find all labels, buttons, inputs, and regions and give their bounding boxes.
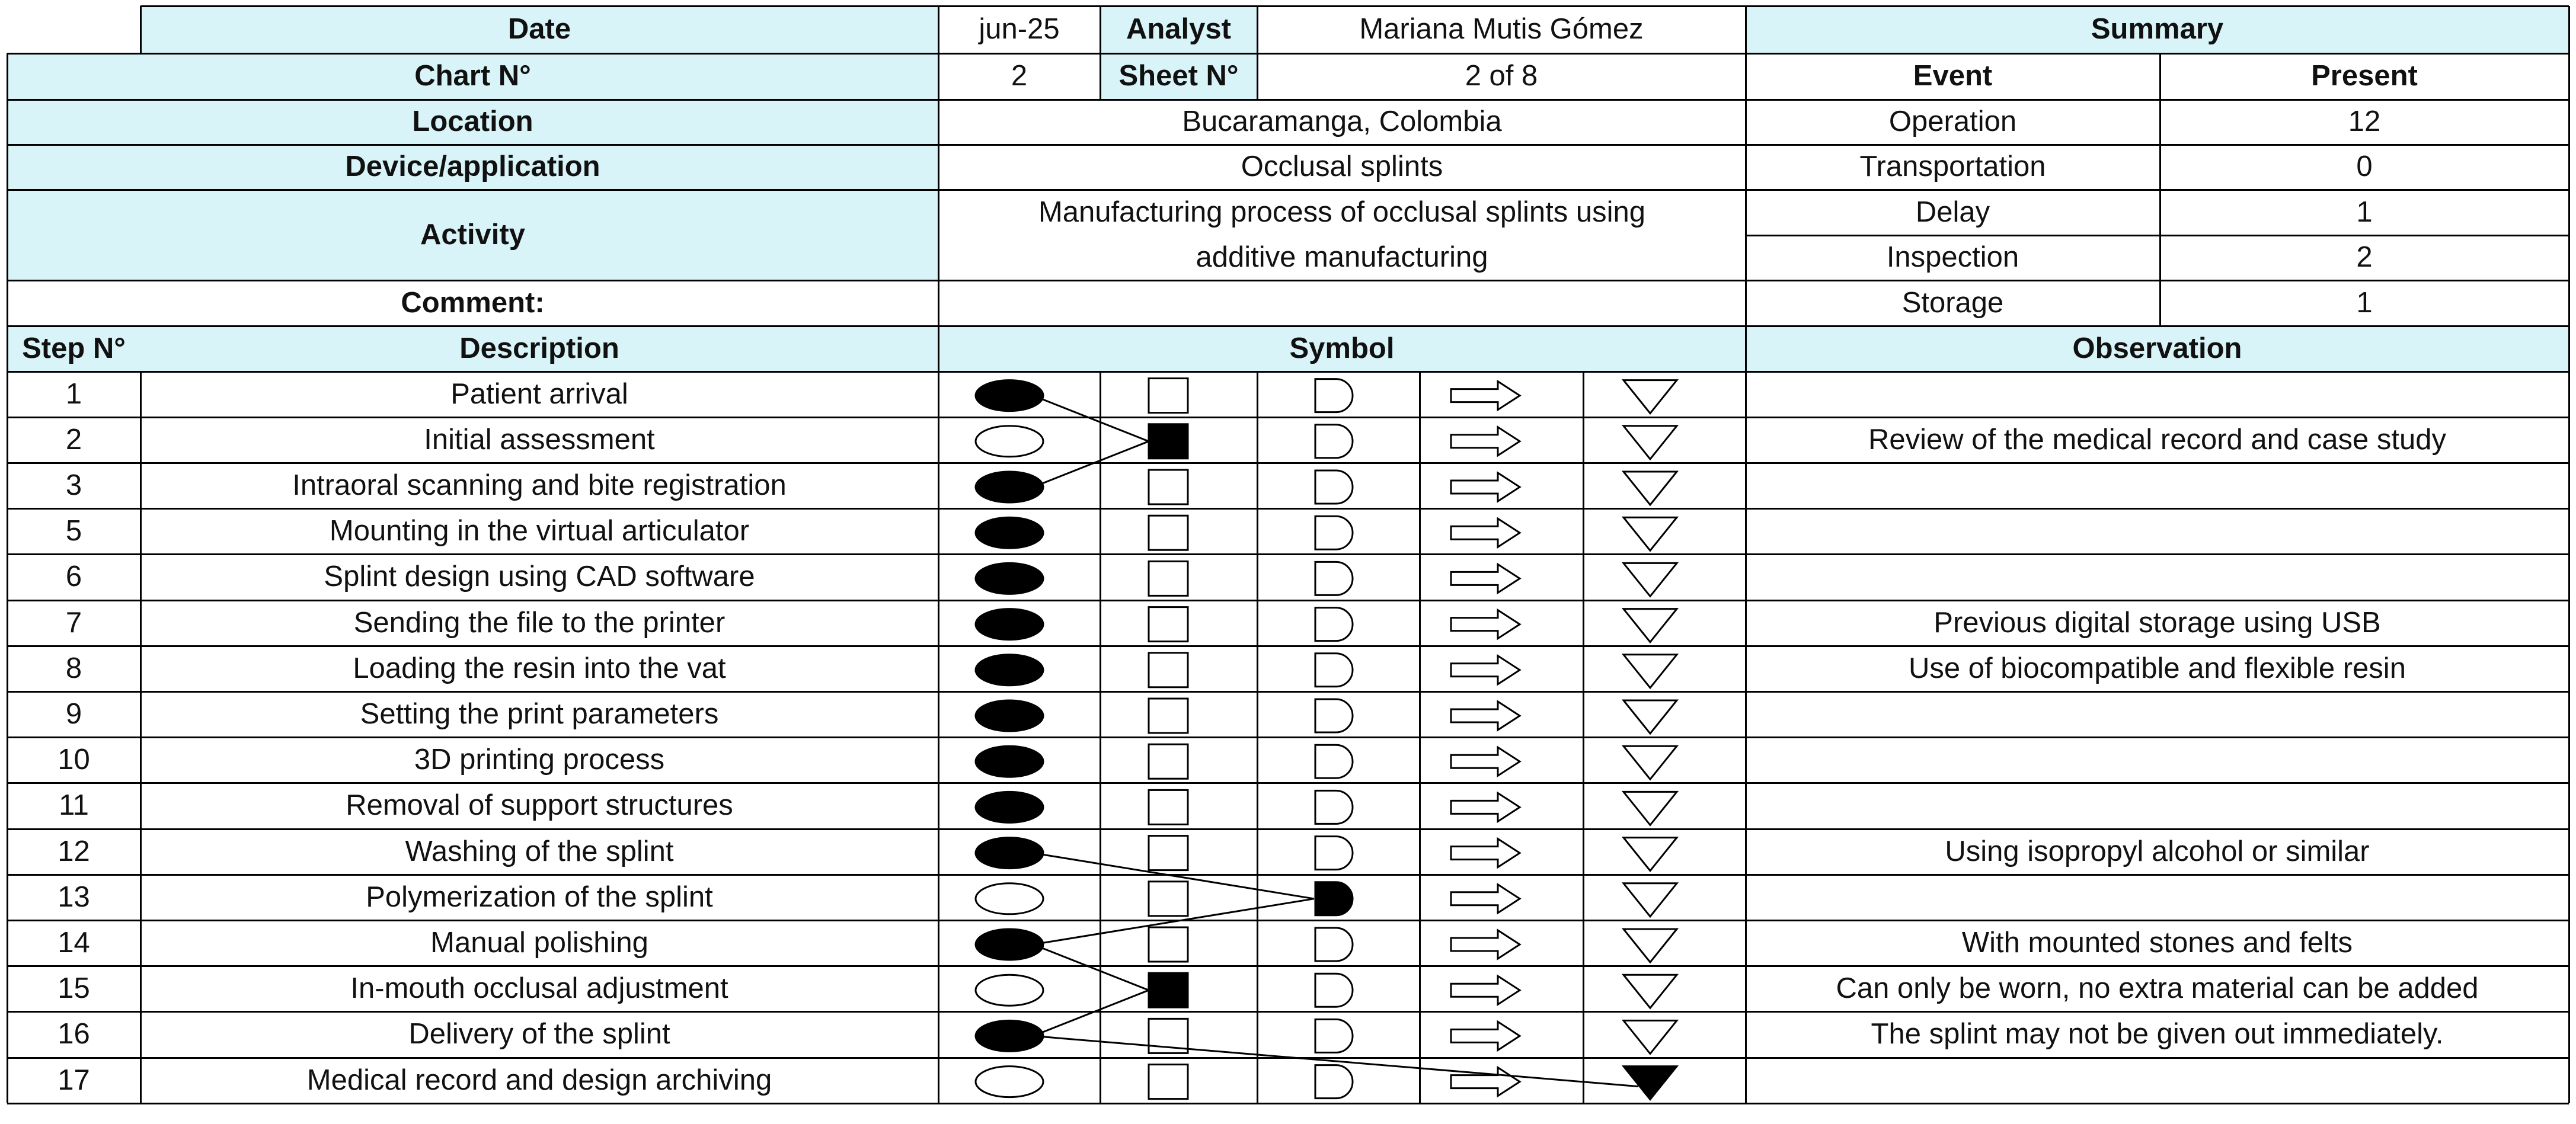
inspection-symbol-icon (1149, 882, 1188, 916)
operation-symbol-icon (976, 700, 1043, 731)
step-observation: With mounted stones and felts (1961, 927, 2353, 959)
operation-symbol-icon (976, 1020, 1043, 1051)
step-header: Step N° (7, 326, 140, 372)
step-description: Washing of the splint (405, 835, 674, 867)
operation-symbol-icon (976, 792, 1043, 822)
analyst-value: Mariana Mutis Gómez (1359, 13, 1644, 46)
storage-symbol-icon (1623, 1020, 1677, 1053)
activity-label: Activity (7, 190, 938, 280)
date-label: Date (140, 6, 938, 53)
summary-event: Storage (1901, 286, 2004, 319)
summary-present: 2 (2356, 241, 2373, 274)
step-number: 5 (65, 515, 82, 547)
step-observation: The splint may not be given out immediately. (1871, 1018, 2444, 1051)
date-value: jun-25 (979, 13, 1060, 46)
sheet-label: Sheet N° (1100, 53, 1257, 100)
storage-symbol-icon (1623, 746, 1677, 779)
operation-symbol-icon (976, 563, 1043, 594)
step-number: 9 (65, 698, 82, 731)
device-label: Device/application (7, 145, 938, 190)
flow-connector-line (1033, 441, 1149, 487)
storage-symbol-icon (1623, 426, 1677, 459)
transportation-symbol-icon (1451, 885, 1520, 913)
step-description: Initial assessment (424, 423, 655, 456)
step-description: Manual polishing (430, 927, 648, 959)
transportation-symbol-icon (1451, 656, 1520, 684)
step-observation: Review of the medical record and case study (1868, 423, 2447, 456)
storage-symbol-icon (1623, 929, 1677, 962)
chart-value: 2 (1011, 60, 1028, 92)
summary-present: 0 (2356, 150, 2373, 183)
step-number: 11 (59, 789, 89, 822)
storage-symbol-icon (1623, 1067, 1677, 1100)
inspection-symbol-icon (1149, 836, 1188, 870)
operation-symbol-icon (976, 746, 1043, 777)
summary-present: 1 (2356, 196, 2373, 228)
summary-event: Operation (1888, 105, 2017, 138)
flow-connector-line (1033, 990, 1149, 1036)
delay-symbol-icon (1315, 608, 1353, 641)
step-description: Intraoral scanning and bite registration (292, 469, 787, 502)
transportation-symbol-icon (1451, 930, 1520, 959)
summary-present: 12 (2348, 105, 2381, 138)
analyst-label: Analyst (1100, 6, 1257, 53)
inspection-symbol-icon (1149, 653, 1188, 687)
step-description: Splint design using CAD software (324, 561, 755, 593)
sheet-value: 2 of 8 (1465, 60, 1538, 92)
summary-title: Summary (1746, 6, 2569, 53)
step-observation: Use of biocompatible and flexible resin (1909, 652, 2406, 684)
step-number: 8 (65, 652, 82, 684)
step-number: 17 (57, 1064, 90, 1096)
step-number: 1 (65, 377, 82, 410)
delay-symbol-icon (1315, 562, 1353, 595)
operation-symbol-icon (976, 929, 1043, 960)
step-number: 3 (65, 469, 82, 502)
step-number: 12 (57, 835, 90, 867)
delay-symbol-icon (1315, 516, 1353, 549)
transportation-symbol-icon (1451, 382, 1520, 410)
delay-symbol-icon (1315, 745, 1353, 778)
operation-symbol-icon (976, 380, 1043, 411)
summary-event: Inspection (1886, 241, 2019, 274)
step-number: 10 (57, 744, 90, 776)
delay-symbol-icon (1315, 974, 1353, 1007)
operation-symbol-icon (976, 1067, 1043, 1097)
activity-value-line-2: additive manufacturing (1196, 241, 1488, 273)
step-description: Setting the print parameters (360, 698, 719, 731)
delay-symbol-icon (1315, 837, 1353, 870)
step-description: Patient arrival (450, 377, 628, 410)
operation-symbol-icon (976, 655, 1043, 686)
step-observation: Previous digital storage using USB (1933, 606, 2381, 639)
transportation-symbol-icon (1451, 702, 1520, 730)
storage-symbol-icon (1623, 838, 1677, 871)
step-description: Medical record and design archiving (306, 1064, 772, 1096)
inspection-symbol-icon (1149, 607, 1188, 642)
step-description: Polymerization of the splint (366, 880, 713, 913)
step-description: In-mouth occlusal adjustment (350, 972, 728, 1005)
location-value: Bucaramanga, Colombia (1182, 105, 1502, 138)
step-number: 16 (57, 1018, 90, 1051)
transportation-symbol-icon (1451, 427, 1520, 456)
chart-label: Chart N° (7, 53, 938, 100)
step-observation: Using isopropyl alcohol or similar (1945, 835, 2370, 867)
storage-symbol-icon (1623, 380, 1677, 414)
transportation-symbol-icon (1451, 473, 1520, 501)
operation-symbol-icon (976, 609, 1043, 640)
delay-symbol-icon (1315, 379, 1353, 412)
inspection-symbol-icon (1149, 424, 1188, 459)
step-number: 14 (57, 927, 90, 959)
inspection-symbol-icon (1149, 973, 1188, 1007)
location-label: Location (7, 100, 938, 145)
delay-symbol-icon (1315, 425, 1353, 458)
inspection-symbol-icon (1149, 379, 1188, 413)
operation-symbol-icon (976, 426, 1043, 457)
storage-symbol-icon (1623, 563, 1677, 596)
transportation-symbol-icon (1451, 1021, 1520, 1050)
transportation-symbol-icon (1451, 839, 1520, 867)
step-description: 3D printing process (414, 744, 665, 776)
step-description: Removal of support structures (346, 789, 733, 822)
summary-present-header: Present (2311, 60, 2418, 92)
transportation-symbol-icon (1451, 564, 1520, 593)
inspection-symbol-icon (1149, 1065, 1188, 1099)
inspection-symbol-icon (1149, 470, 1188, 504)
observation-header: Observation (1746, 326, 2569, 372)
storage-symbol-icon (1623, 655, 1677, 688)
step-number: 6 (65, 561, 82, 593)
storage-symbol-icon (1623, 472, 1677, 505)
flow-connector-line (1033, 944, 1149, 990)
activity-value-line-1: Manufacturing process of occlusal splints using (1038, 196, 1646, 228)
summary-event: Transportation (1859, 150, 2046, 183)
delay-symbol-icon (1315, 790, 1353, 824)
transportation-symbol-icon (1451, 518, 1520, 547)
step-description: Mounting in the virtual articulator (329, 515, 750, 547)
flow-connector-line (1033, 396, 1149, 441)
delay-symbol-icon (1315, 1019, 1353, 1052)
delay-symbol-icon (1315, 928, 1353, 961)
inspection-symbol-icon (1149, 561, 1188, 595)
transportation-symbol-icon (1451, 976, 1520, 1004)
step-description: Loading the resin into the vat (353, 652, 726, 684)
operation-symbol-icon (976, 517, 1043, 548)
storage-symbol-icon (1623, 792, 1677, 825)
storage-symbol-icon (1623, 517, 1677, 550)
summary-event: Delay (1915, 196, 1990, 228)
transportation-symbol-icon (1451, 747, 1520, 776)
delay-symbol-icon (1315, 1065, 1353, 1099)
operation-symbol-icon (976, 838, 1043, 869)
step-number: 13 (57, 880, 90, 913)
delay-symbol-icon (1315, 882, 1353, 915)
step-description: Sending the file to the printer (353, 606, 726, 639)
comment-label: Comment: (401, 286, 545, 319)
storage-symbol-icon (1623, 975, 1677, 1008)
description-header: Description (140, 326, 938, 372)
storage-symbol-icon (1623, 700, 1677, 734)
operation-symbol-icon (976, 975, 1043, 1005)
step-description: Delivery of the splint (408, 1018, 670, 1051)
inspection-symbol-icon (1149, 744, 1188, 779)
operation-symbol-icon (976, 472, 1043, 502)
device-value: Occlusal splints (1241, 150, 1443, 183)
storage-symbol-icon (1623, 883, 1677, 917)
step-number: 15 (57, 972, 90, 1005)
delay-symbol-icon (1315, 654, 1353, 687)
inspection-symbol-icon (1149, 515, 1188, 550)
symbol-header: Symbol (938, 326, 1746, 372)
delay-symbol-icon (1315, 470, 1353, 504)
step-number: 2 (65, 423, 82, 456)
summary-event-header: Event (1913, 60, 1993, 92)
inspection-symbol-icon (1149, 790, 1188, 824)
inspection-symbol-icon (1149, 927, 1188, 962)
transportation-symbol-icon (1451, 793, 1520, 821)
transportation-symbol-icon (1451, 610, 1520, 639)
step-observation: Can only be worn, no extra material can be added (1836, 972, 2479, 1005)
summary-present: 1 (2356, 286, 2373, 319)
operation-symbol-icon (976, 883, 1043, 914)
storage-symbol-icon (1623, 609, 1677, 642)
inspection-symbol-icon (1149, 699, 1188, 733)
step-number: 7 (65, 606, 82, 639)
delay-symbol-icon (1315, 699, 1353, 732)
